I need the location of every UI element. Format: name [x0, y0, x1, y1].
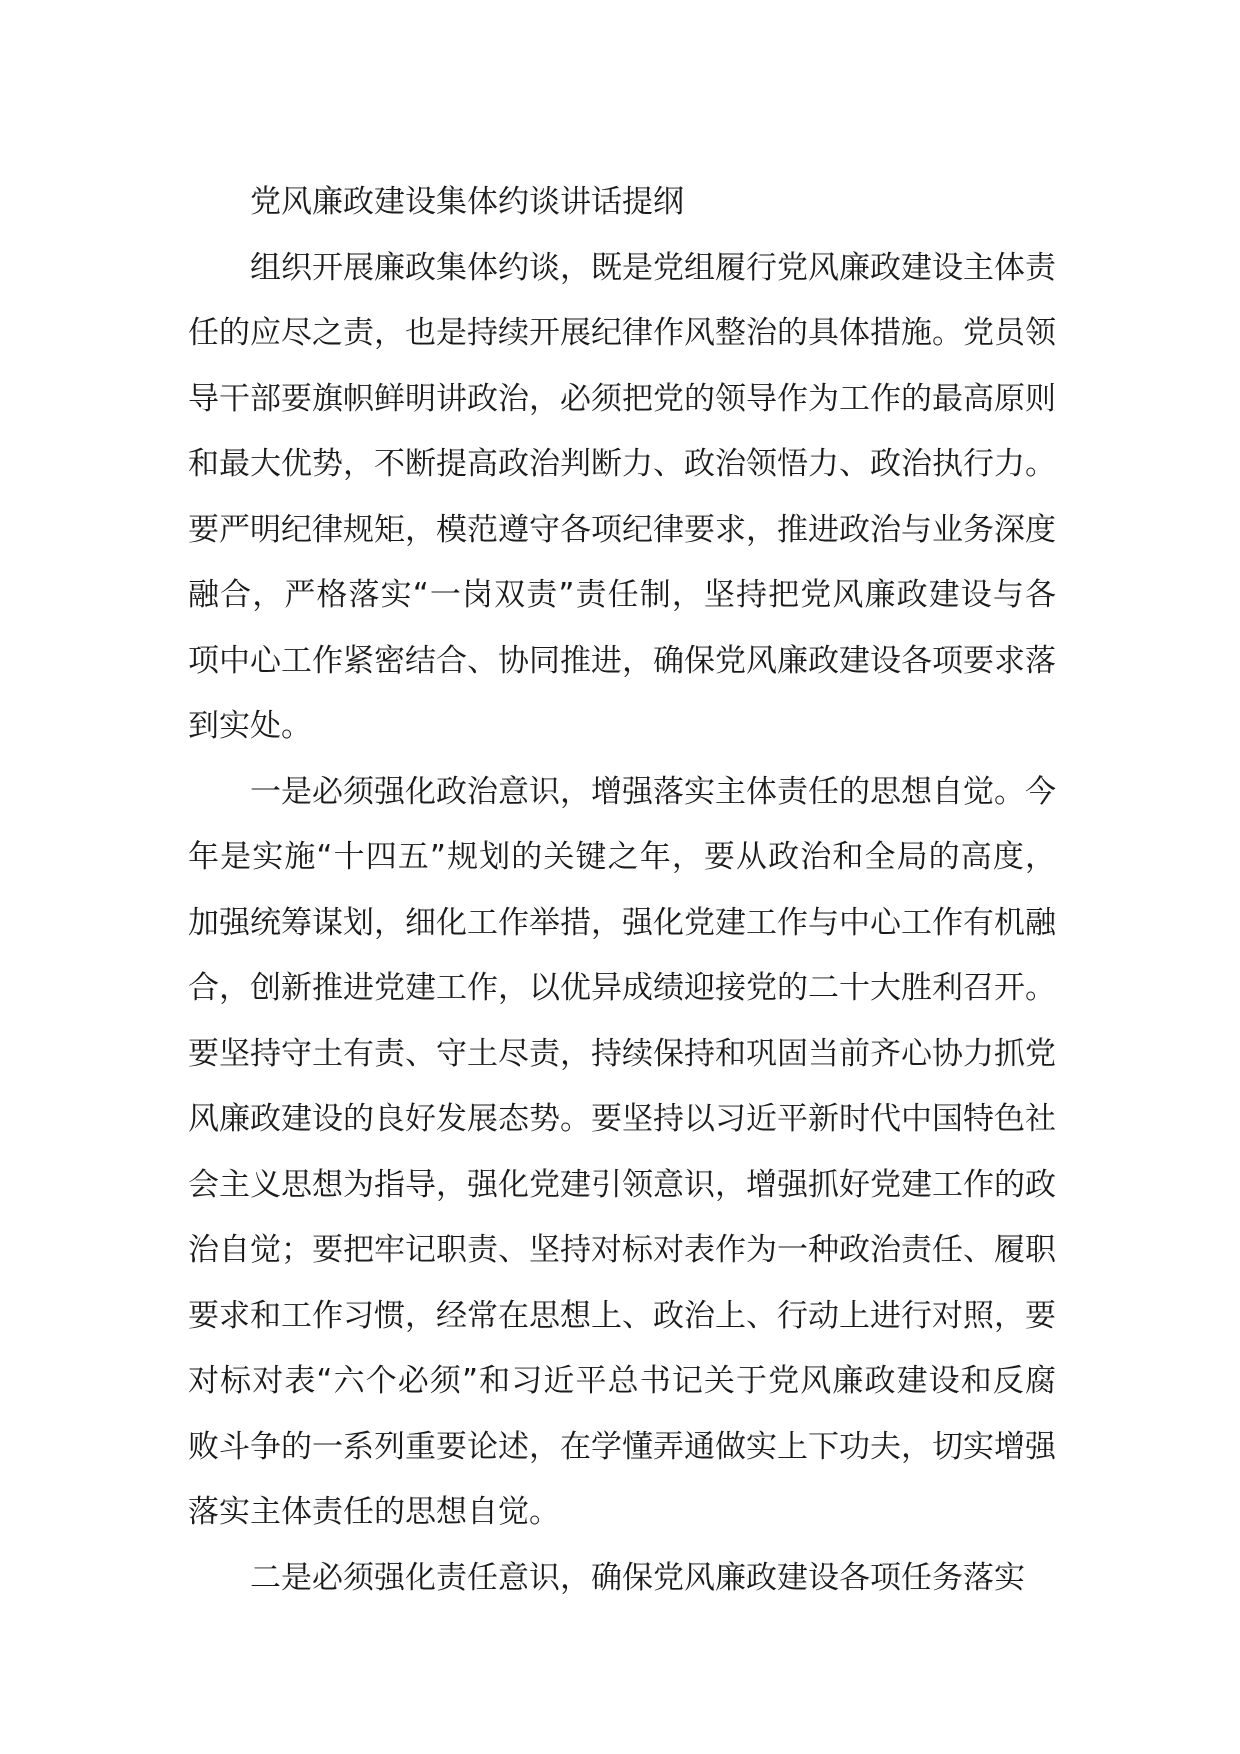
document-title: 党风廉政建设集体约谈讲话提纲	[250, 184, 684, 220]
paragraph-intro: 组织开展廉政集体约谈，既是党组履行党风廉政建设主体责任的应尽之责，也是持续开展纪律作风整治的具体措施。党员领导干部要旗帜鲜明讲政治，必须把党的领导作为工作的最高原则和最大优势，不断提高政治判断力、政治领悟力、政治执行力。要严明纪律规矩，模范遵守各项纪律要求，推进政治与业务深度融合，严格落实“一岗双责”责任制，坚持把党风廉政建设与各项中心工作紧密结合、协同推进，确保党风廉政建设各项要求落到实处。	[188, 249, 1056, 744]
paragraph-point-one: 一是必须强化政治意识，增强落实主体责任的思想自觉。今年是实施“十四五”规划的关键之年，要从政治和全局的高度，加强统筹谋划，细化工作举措，强化党建工作与中心工作有机融合，创新推进党建工作，以优异成绩迎接党的二十大胜利召开。要坚持守土有责、守土尽责，持续保持和巩固当前齐心协力抓党风廉政建设的良好发展态势。要坚持以习近平新时代中国特色社会主义思想为指导，强化党建引领意识，增强抓好党建工作的政治自觉；要把牢记职责、坚持对标对表作为一种政治责任、履职要求和工作习惯，经常在思想上、政治上、行动上进行对照，要对标对表“六个必须”和习近平总书记关于党风廉政建设和反腐败斗争的一系列重要论述，在学懂弄通做实上下功夫，切实增强落实主体责任的思想自觉。	[188, 773, 1056, 1530]
paragraph-point-two: 二是必须强化责任意识，确保党风廉政建设各项任务落实	[250, 1559, 1025, 1596]
document-body	[188, 170, 1056, 1611]
